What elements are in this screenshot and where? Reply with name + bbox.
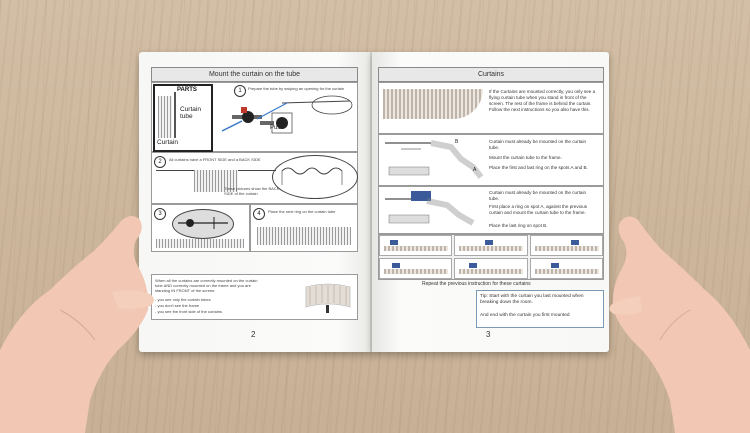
repeat-cell <box>379 258 452 279</box>
step-4-text: Place the next ring on the curtain tube <box>268 209 336 214</box>
right-hand <box>590 200 750 433</box>
section-2-line-1: Curtain must already be mounted on the curtain tube. <box>489 139 587 150</box>
section-3-line-1: Curtain must already be mounted on the curtain tube. <box>489 190 587 201</box>
section-2-line-2: Mount the curtain tube to the frame. <box>489 155 562 160</box>
repeat-cell <box>379 235 452 256</box>
tip-box <box>476 290 604 328</box>
section-2-line-3: Place the first and last ring on the spots A and B. <box>489 165 588 170</box>
step-2-number: 2 <box>154 156 166 168</box>
final-bullet-1: - you see only the curtain tubes <box>155 297 211 302</box>
final-bullet-3: - you see the front side of the curtains <box>155 309 222 314</box>
step-4-panel <box>250 204 358 252</box>
screen-illustration <box>302 279 354 315</box>
step-2-panel <box>151 152 358 204</box>
ring-marker <box>485 240 493 245</box>
tip-line-2: And end with the curtain you first mounted <box>480 313 570 318</box>
final-text: When all the curtains are correctly mounted on the curtain tube AND correctly mounted on the frame and you are standing IN FRONT of the screen: <box>155 278 258 293</box>
cell-curtain <box>384 246 448 251</box>
curtain-part-image <box>158 96 172 138</box>
step-4-curtain <box>257 227 351 245</box>
step-1-number: 1 <box>234 85 246 97</box>
step-2-caption: These pictures show the BACK SIDE of the curtain <box>224 186 280 196</box>
step-4-number: 4 <box>253 208 265 220</box>
step-3-ring-illustration <box>178 215 228 231</box>
section-3-line-2: First place a ring on spot A, against the previous curtain and mount the curtain tube to the frame. <box>489 204 588 215</box>
parts-step1-panel <box>151 82 358 152</box>
curtains-section-3 <box>378 186 604 234</box>
repeat-cell <box>454 258 527 279</box>
tip-line-1: Tip: Start with the curtain you last mounted when breaking down the room. <box>480 294 584 305</box>
left-page-number: 2 <box>251 330 256 339</box>
section-1-text: If the Curtains are mounted correctly, you only see a flying curtain tube when you stand in front of the screen. The rest of the frame is behind the curtain. Follow the next instructions so you also have this. <box>489 89 596 112</box>
step-1-text: Prepare the tube by swiping an opening for the curtain <box>248 86 345 91</box>
repeat-text: Repeat the previous instruction for these curtains <box>422 281 531 287</box>
repeat-cell <box>454 235 527 256</box>
curtains-overview-image <box>383 89 483 119</box>
curtains-section-2 <box>378 134 604 186</box>
section-2-illustration <box>381 137 485 183</box>
ring-marker <box>551 263 559 268</box>
ring-marker <box>469 263 477 268</box>
right-page-number: 3 <box>486 330 491 339</box>
section-3-line-3: Place the last ring on spot B. <box>489 223 548 228</box>
tube-part-image <box>174 92 176 138</box>
final-panel <box>151 274 358 320</box>
curtain-tube-label: Curtain tube <box>180 106 201 120</box>
section-2-letter-b: B <box>455 139 459 145</box>
curtains-section-1 <box>378 82 604 134</box>
repeat-grid <box>378 234 604 280</box>
parts-heading: PARTS <box>177 87 197 93</box>
curtain-label: Curtain <box>157 139 178 146</box>
step-2-zoom-curtain <box>280 165 350 187</box>
cell-curtain <box>459 246 523 251</box>
left-page-title: Mount the curtain on the tube <box>151 67 358 82</box>
repeat-grid-cells <box>379 235 603 279</box>
ring-marker <box>392 263 400 268</box>
right-page <box>372 52 609 352</box>
ring-marker <box>571 240 579 245</box>
final-bullet-2: - you don't see the frame <box>155 303 200 308</box>
step-3-number: 3 <box>154 208 166 220</box>
step-1-illustration <box>212 91 355 149</box>
left-hand <box>0 200 175 433</box>
ring-marker <box>390 240 398 245</box>
push-label: Push <box>270 125 284 131</box>
parts-box <box>153 84 213 152</box>
cell-curtain <box>459 269 523 274</box>
section-3-illustration <box>381 189 485 231</box>
section-2-letter-a: A <box>473 167 477 173</box>
right-page-title: Curtains <box>378 67 604 82</box>
cell-curtain <box>384 269 448 274</box>
step-2-note: All curtains have a FRONT SIDE and a BACK SIDE <box>169 157 261 162</box>
